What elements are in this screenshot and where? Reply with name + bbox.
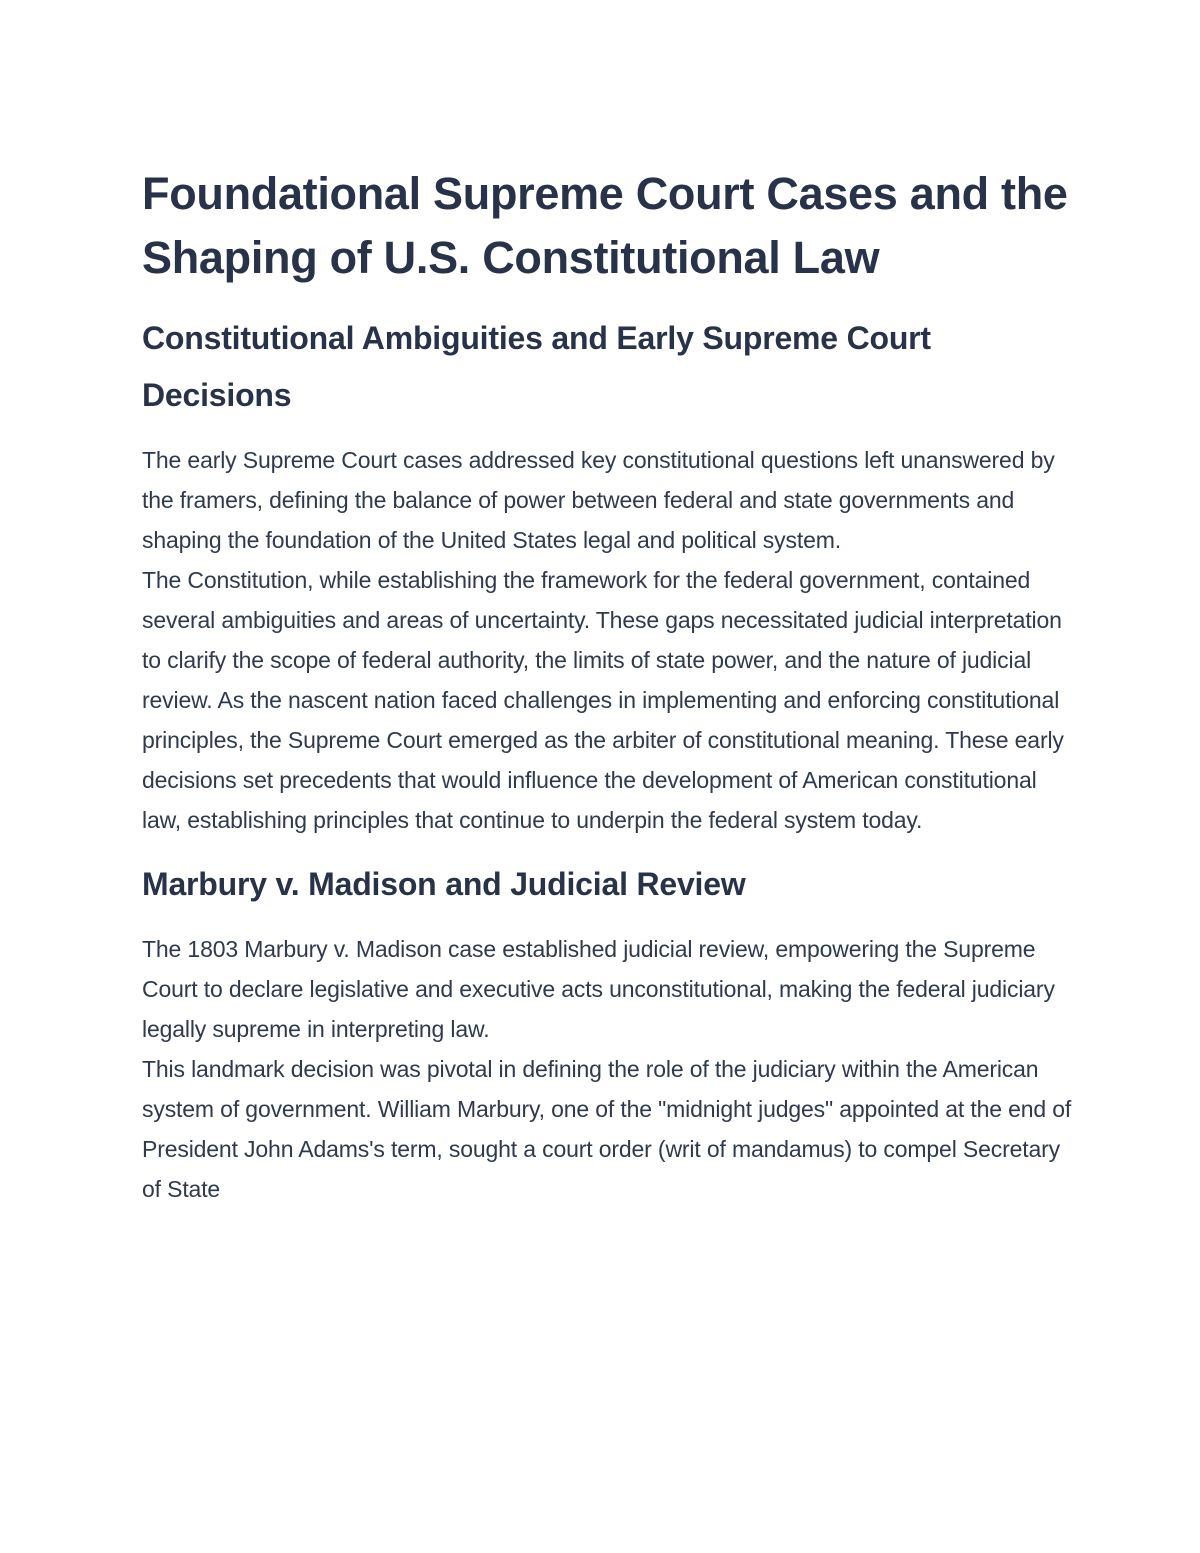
section-body (142, 440, 1072, 840)
section-marbury-v-madison (142, 856, 1072, 1209)
paragraph-detail: The Constitution, while establishing the framework for the federal government, contained several ambiguities and areas of uncertainty. These gaps necessitated judicial interpretation to clarify the scope of federal authority, the limits of state power, and the nature of judicial review. As the nascent nation faced challenges in implementing and enforcing constitutional principles, the Supreme Court emerged as the arbiter of constitutional meaning. These early decisions set precedents that would influence the development of American constitutional law, establishing principles that continue to underpin the federal system today. (142, 567, 1064, 833)
paragraph-summary: The early Supreme Court cases addressed key constitutional questions left unanswered by the framers, defining the balance of power between federal and state governments and shaping the foundation of the United States legal and political system. (142, 447, 1055, 553)
section-constitutional-ambiguities (142, 310, 1072, 840)
paragraph-summary: The 1803 Marbury v. Madison case established judicial review, empowering the Supreme Court to declare legislative and executive acts unconstitutional, making the federal judiciary legally supreme in interpreting law. (142, 936, 1055, 1042)
document-title: Foundational Supreme Court Cases and the Shaping of U.S. Constitutional Law (142, 168, 1068, 283)
paragraph-detail: This landmark decision was pivotal in defining the role of the judiciary within the American system of government. William Marbury, one of the "midnight judges" appointed at the end of President John Adams's term, sought a court order (writ of mandamus) to compel Secretary of State (142, 1056, 1072, 1202)
section-body (142, 929, 1072, 1209)
section-heading: Marbury v. Madison and Judicial Review (142, 866, 746, 902)
section-heading: Constitutional Ambiguities and Early Supreme Court Decisions (142, 320, 931, 413)
document-page (142, 162, 1072, 1209)
